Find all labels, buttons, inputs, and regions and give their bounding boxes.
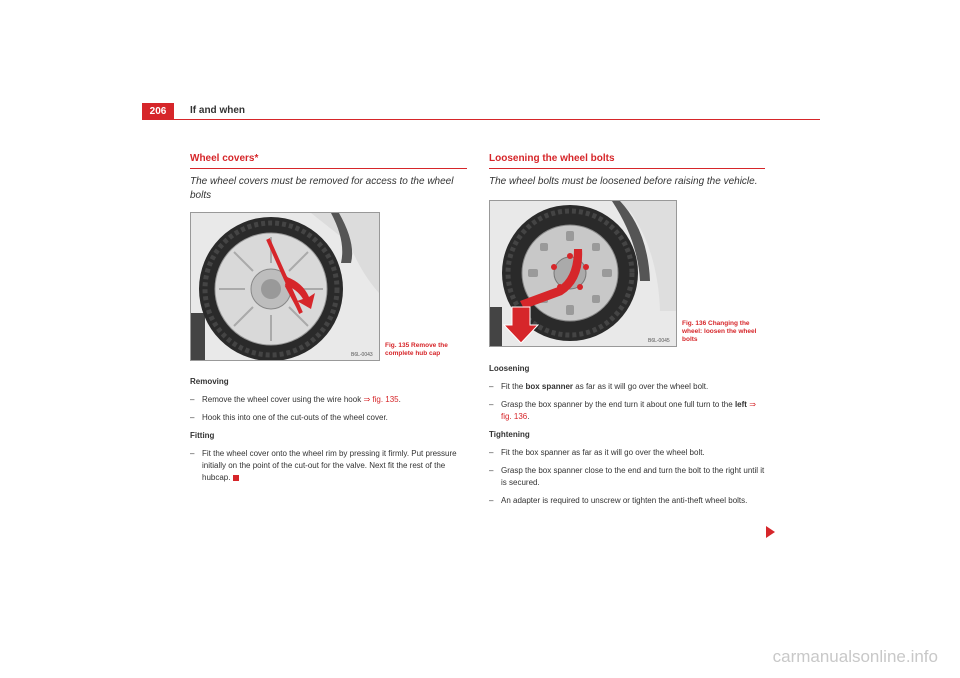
- period: .: [527, 412, 530, 421]
- section-rule-left: [190, 168, 467, 169]
- fig-135-link[interactable]: ⇒ fig. 135: [363, 395, 399, 404]
- fig-136-link[interactable]: ⇒ fig. 136: [501, 400, 756, 421]
- step-bold-term: left: [734, 400, 747, 409]
- step-removing-1: [190, 394, 468, 406]
- figure-caption-135: [385, 342, 465, 358]
- step-text: Remove the wheel cover using the wire hook: [202, 395, 362, 404]
- end-of-section-marker: [233, 475, 239, 481]
- step-tightening-3: [489, 495, 767, 507]
- watermark: carmanualsonline.info: [772, 647, 938, 666]
- section-title-loosening: Loosening the wheel bolts: [489, 153, 615, 164]
- left-body: [190, 376, 468, 484]
- caption-135-line2: complete hub cap: [385, 350, 441, 357]
- wheel-bolt-illustration: [490, 201, 676, 346]
- dash: –: [190, 413, 195, 422]
- step-text: Fit the wheel cover onto the wheel rim by pressing it firmly. Put pressure initially on the point of the cut-out for the valve. Next fit the rest of the hubcap.: [202, 449, 457, 482]
- heading-removing: Removing: [190, 377, 229, 386]
- caption-136-line1: Fig. 136 Changing the: [682, 320, 750, 327]
- step-fitting-1: [190, 448, 468, 484]
- figure-code-left: B6L-0043: [351, 352, 373, 358]
- caption-136-line2: wheel: loosen the wheel: [682, 328, 757, 335]
- wheel-cover-illustration: [191, 213, 379, 360]
- dash: –: [190, 449, 195, 458]
- step-loosening-2: [489, 399, 767, 423]
- heading-loosening: Loosening: [489, 364, 530, 373]
- heading-tightening: Tightening: [489, 430, 530, 439]
- header-rule: [142, 119, 820, 120]
- caption-135-line1: Fig. 135 Remove the: [385, 342, 448, 349]
- figure-135: [190, 212, 380, 361]
- dash: –: [489, 496, 494, 505]
- section-title-wheel-covers: Wheel covers*: [190, 153, 259, 164]
- page-number: 206: [142, 103, 174, 119]
- section-intro-right: The wheel bolts must be loosened before raising the vehicle.: [489, 176, 758, 187]
- step-removing-2: [190, 412, 468, 424]
- right-body: [489, 363, 767, 507]
- step-text: as far as it will go over the wheel bolt.: [575, 382, 709, 391]
- period: .: [398, 395, 401, 404]
- step-text: Hook this into one of the cut-outs of the wheel cover.: [202, 413, 388, 422]
- dash: –: [489, 400, 494, 409]
- dash: –: [489, 466, 494, 475]
- step-text: An adapter is required to unscrew or tighten the anti-theft wheel bolts.: [501, 496, 748, 505]
- section-rule-right: [489, 168, 765, 169]
- figure-136: [489, 200, 677, 347]
- step-bold-term: box spanner: [525, 382, 574, 391]
- step-tightening-1: [489, 447, 767, 459]
- figure-caption-136: [682, 320, 768, 344]
- running-header: If and when: [190, 105, 245, 116]
- step-loosening-1: [489, 381, 767, 393]
- section-intro-left: The wheel covers must be removed for access to the wheel bolts: [190, 176, 454, 201]
- dash: –: [190, 395, 195, 404]
- caption-136-line3: bolts: [682, 336, 698, 343]
- step-text: Fit the: [501, 382, 524, 391]
- heading-fitting: Fitting: [190, 431, 215, 440]
- step-tightening-2: [489, 465, 767, 489]
- dash: –: [489, 382, 494, 391]
- step-text: Grasp the box spanner close to the end and turn the bolt to the right until it is secured.: [501, 466, 765, 487]
- next-page-arrow-icon[interactable]: [766, 526, 775, 538]
- step-text: Grasp the box spanner by the end turn it about one full turn to the: [501, 400, 733, 409]
- dash: –: [489, 448, 494, 457]
- figure-code-right: B6L-0045: [648, 338, 670, 344]
- step-text: Fit the box spanner as far as it will go over the wheel bolt.: [501, 448, 705, 457]
